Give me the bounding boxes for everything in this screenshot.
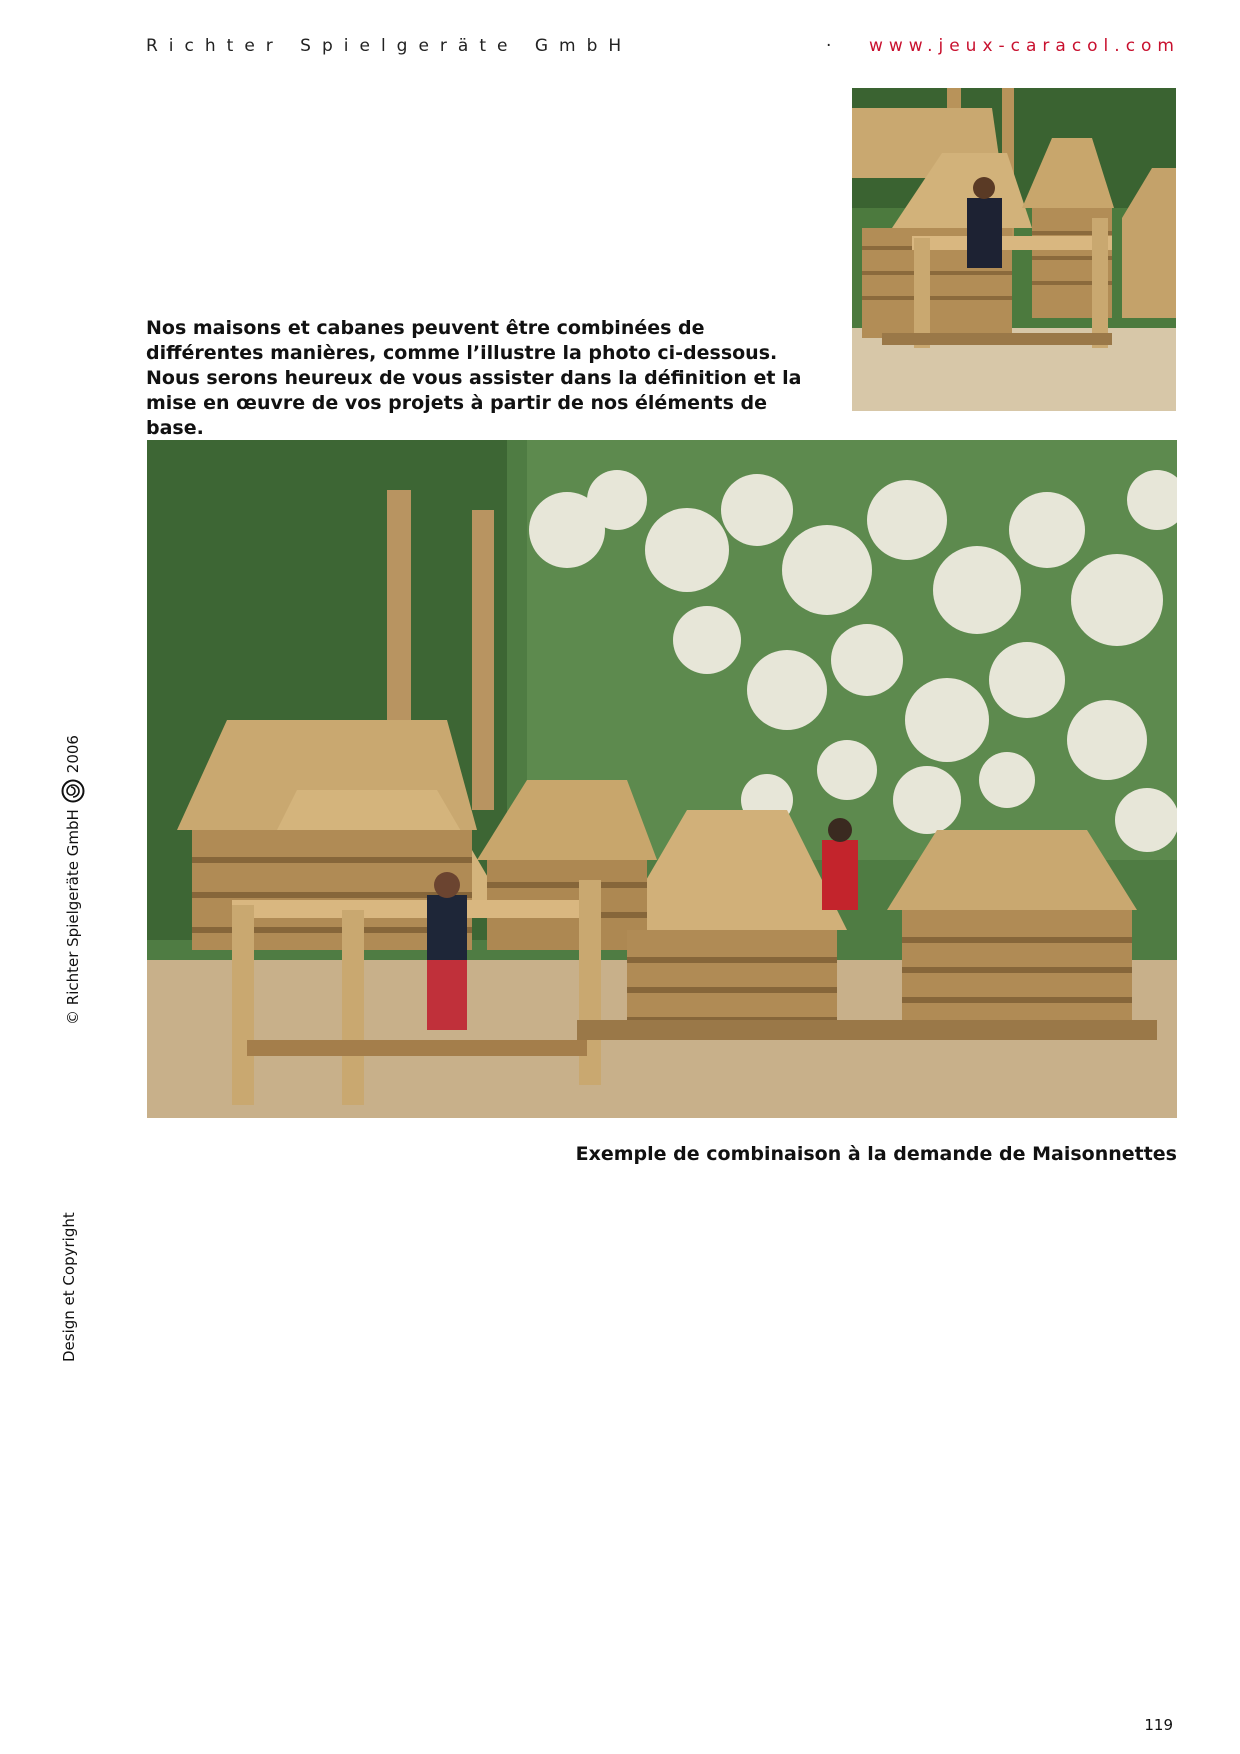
- header-company-name: Richter Spielgeräte GmbH: [146, 36, 633, 56]
- header-website-link[interactable]: www.jeux-caracol.com: [868, 36, 1180, 56]
- header-separator: ·: [826, 36, 832, 56]
- sidebar-copyright: [60, 705, 86, 1025]
- playhouse-combination-illustration: [147, 440, 1177, 1118]
- copyright-year: 2006: [64, 735, 82, 774]
- page-header: [146, 36, 1180, 60]
- photo-large-playhouse-combination: [147, 440, 1177, 1118]
- playhouse-photo-small-illustration: [852, 88, 1176, 411]
- snail-logo-icon: [61, 779, 85, 803]
- copyright-prefix: © Richter Spielgeräte GmbH: [64, 809, 82, 1025]
- sidebar-design-label: Design et Copyright: [60, 1212, 78, 1362]
- photo-small-playhouse: [852, 88, 1176, 411]
- intro-paragraph: Nos maisons et cabanes peuvent être combinées de différentes manières, comme l’illustre la photo ci-dessous. Nous serons heureux de vous assister dans la définition et la mise en œuvre de vos projets à partir de nos éléments de base.: [146, 317, 802, 439]
- page-number: 119: [1144, 1716, 1173, 1734]
- photo-caption: Exemple de combinaison à la demande de Maisonnettes: [575, 1143, 1177, 1165]
